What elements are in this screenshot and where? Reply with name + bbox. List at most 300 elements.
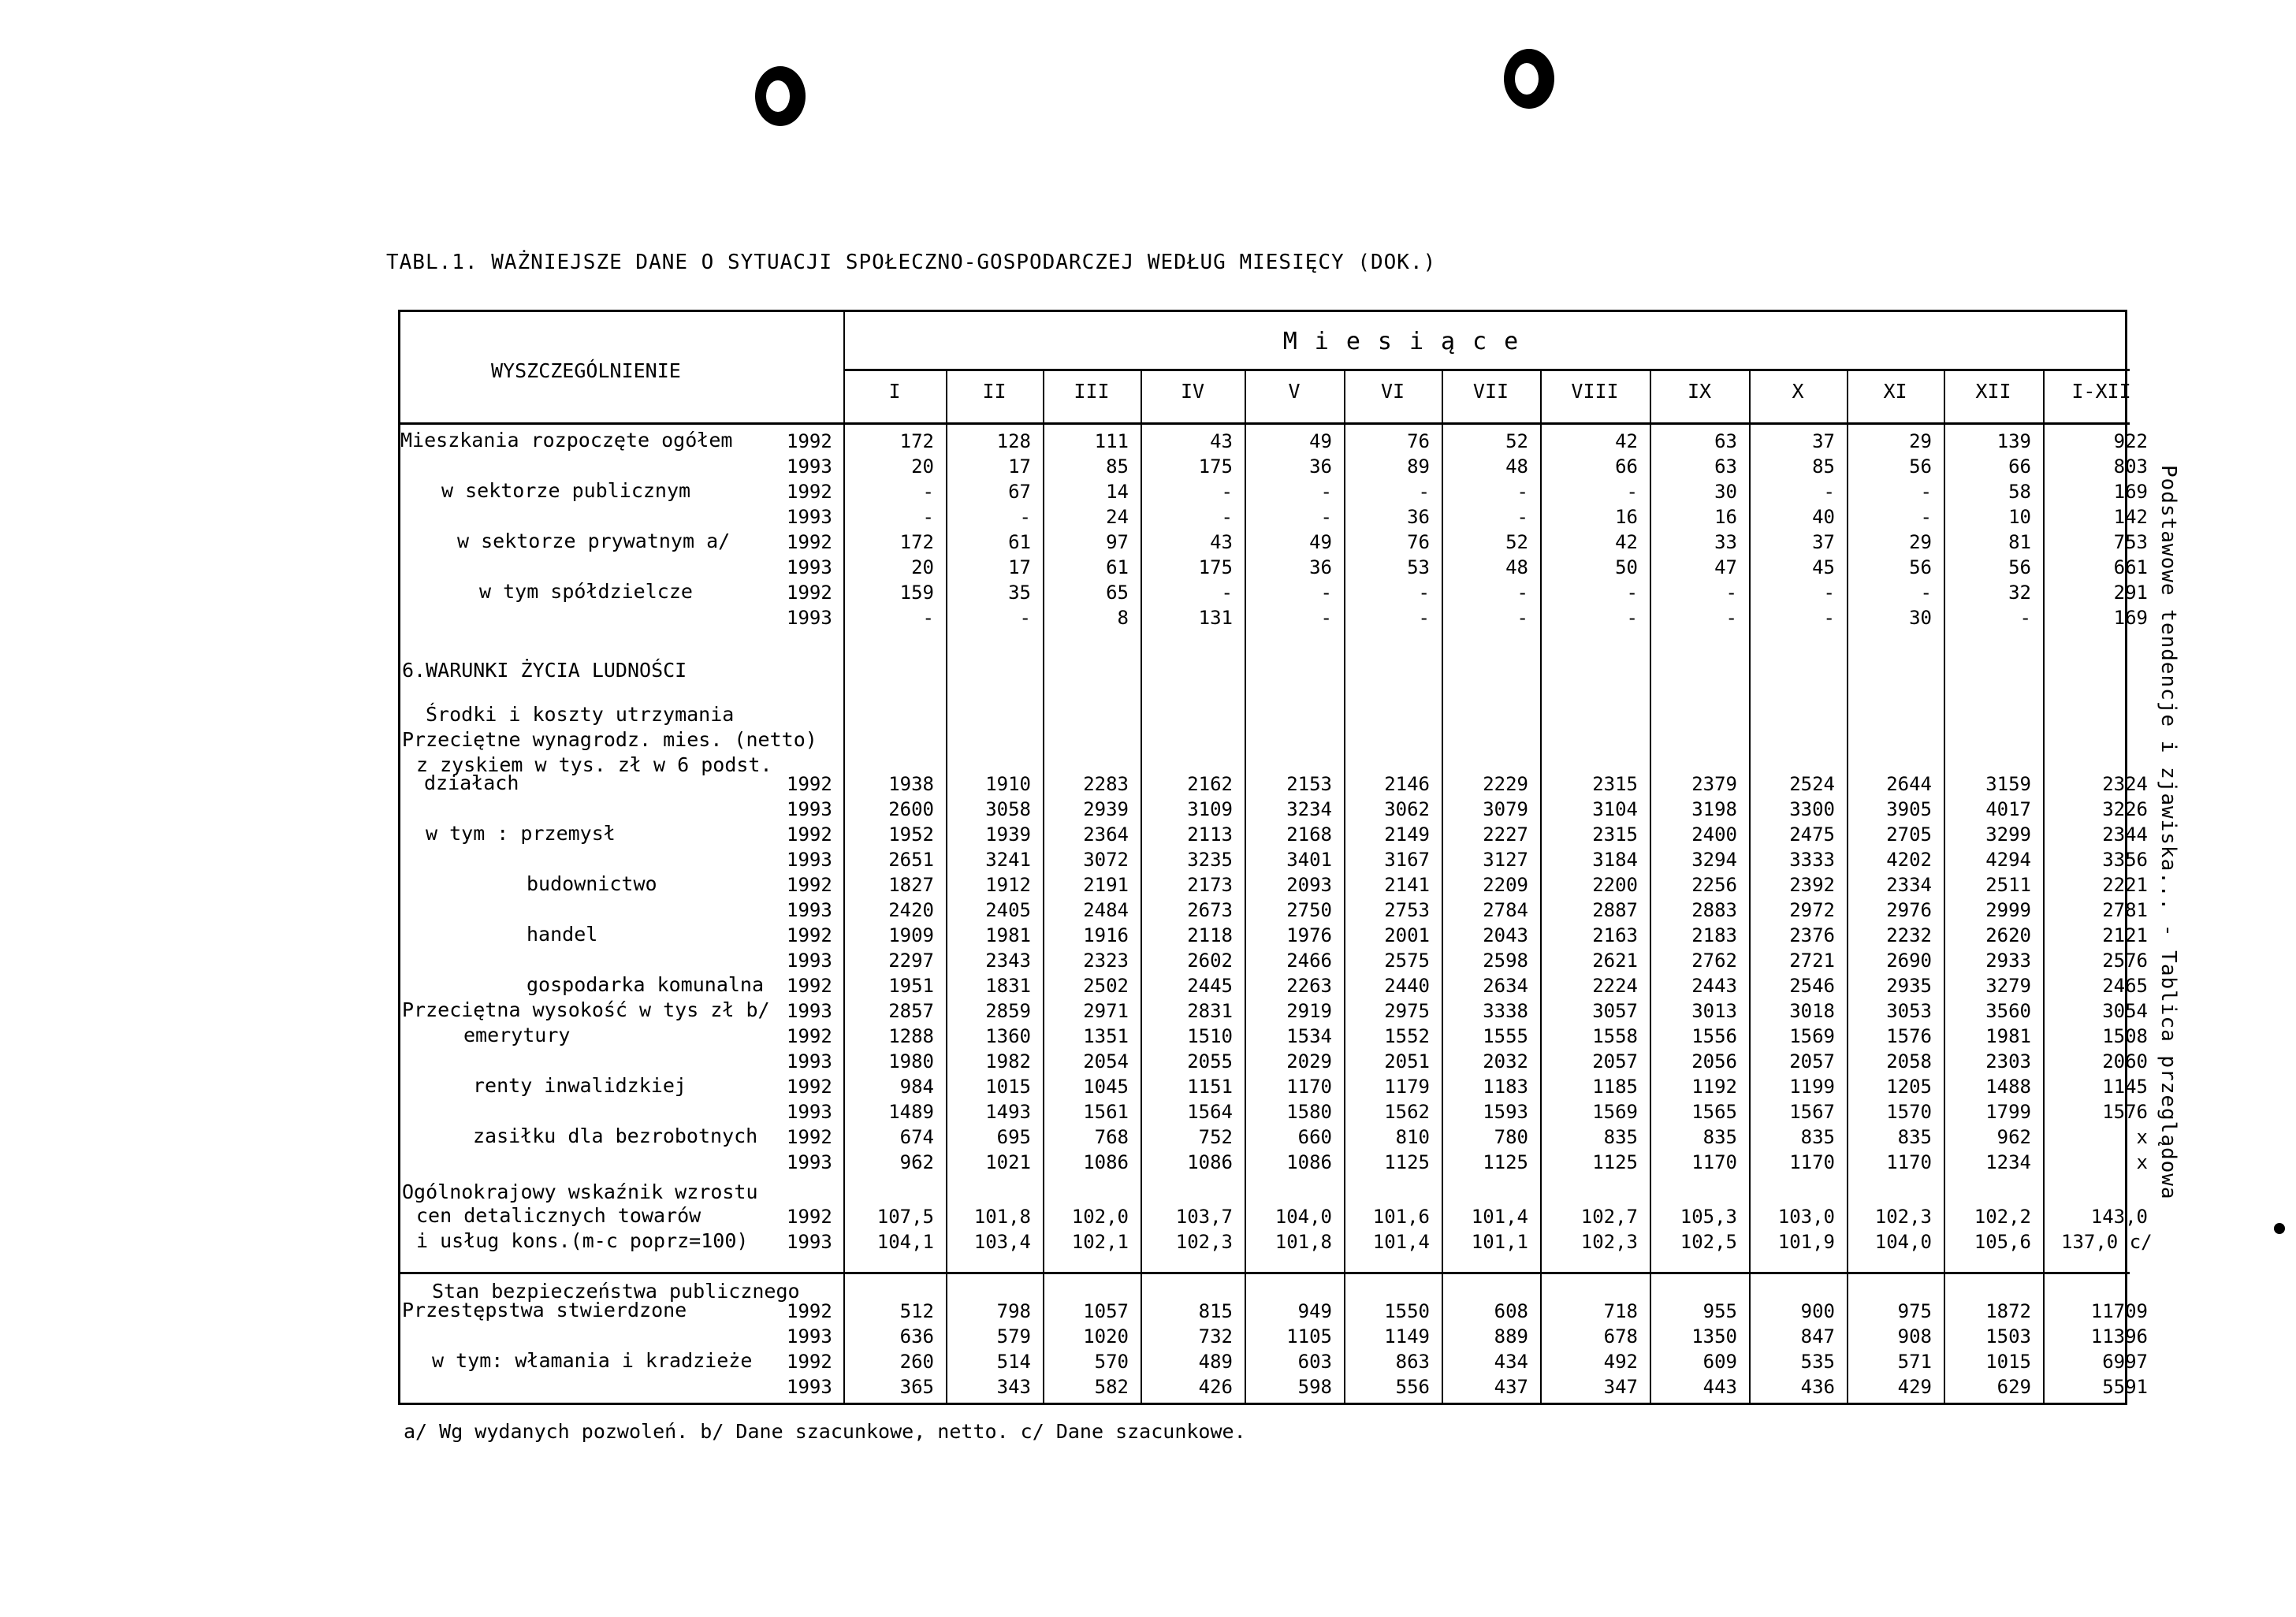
table-cell: 2093	[1286, 874, 1332, 896]
row-year: 1992	[787, 1025, 832, 1047]
table-cell: 102,2	[1974, 1206, 2031, 1228]
table-cell: -	[1823, 582, 1835, 604]
table-cell: 962	[899, 1151, 934, 1173]
table-cell: 3127	[1483, 849, 1528, 871]
table-cell: 6997	[2102, 1351, 2148, 1373]
punch-hole-right	[1504, 49, 1554, 109]
table-cell: 3338	[1483, 1000, 1528, 1022]
column-header: VIII	[1571, 380, 1619, 403]
table-cell: 2283	[1083, 773, 1129, 795]
table-cell: 143,0	[2090, 1206, 2148, 1228]
table-cell: 674	[899, 1126, 934, 1148]
table-cell: 1508	[2102, 1025, 2148, 1047]
row-year: 1993	[787, 1050, 832, 1072]
table-cell: 2511	[1985, 874, 2031, 896]
table-cell: 803	[2113, 455, 2148, 478]
row-label: zasiłku dla bezrobotnych	[473, 1124, 758, 1147]
table-cell: 1570	[1886, 1101, 1932, 1123]
table-cell: 36	[1407, 506, 1430, 528]
table-cell: 443	[1702, 1376, 1737, 1398]
table-cell: 2058	[1886, 1050, 1932, 1072]
table-cell: 3560	[1985, 1000, 2031, 1022]
table-cell: -	[922, 607, 934, 629]
table-cell: 3299	[1985, 823, 2031, 846]
table-cell: 4202	[1886, 849, 1932, 871]
section-label-wynagrodz1: Przeciętne wynagrodz. mies. (netto)	[402, 728, 817, 751]
table-cell: 1234	[1985, 1151, 2031, 1173]
table-cell: 1976	[1286, 924, 1332, 946]
table-cell: 1021	[985, 1151, 1031, 1173]
table-cell: 1170	[1789, 1151, 1835, 1173]
table-cell: 2621	[1592, 950, 1638, 972]
row-year: 1992	[787, 1076, 832, 1098]
table-cell: 67	[1008, 481, 1031, 503]
table-cell: 30	[1909, 607, 1932, 629]
table-cell: -	[1221, 481, 1233, 503]
table-cell: 2919	[1286, 1000, 1332, 1022]
row-label: w tym spółdzielcze	[479, 580, 693, 603]
column-header: I-XII	[2071, 380, 2131, 403]
table-cell: 61	[1008, 531, 1031, 553]
table-cell: 63	[1714, 430, 1737, 452]
table-cell: 101,4	[1372, 1231, 1430, 1253]
table-cell: 1045	[1083, 1076, 1129, 1098]
table-cell: 33	[1714, 531, 1737, 553]
table-cell: 2887	[1592, 899, 1638, 921]
table-cell: 56	[1909, 556, 1932, 578]
table-cell: 105,3	[1680, 1206, 1737, 1228]
table-cell: 3053	[1886, 1000, 1932, 1022]
table-cell: 3159	[1985, 773, 2031, 795]
table-cell: 2297	[888, 950, 934, 972]
table-cell: 1360	[985, 1025, 1031, 1047]
table-cell: 636	[899, 1325, 934, 1348]
table-cell: 2598	[1483, 950, 1528, 972]
table-cell: 66	[1615, 455, 1638, 478]
row-year: 1993	[787, 1151, 832, 1173]
table-cell: 608	[1494, 1300, 1528, 1322]
table-cell: 4294	[1985, 849, 2031, 871]
table-cell: 1910	[985, 773, 1031, 795]
table-cell: 2546	[1789, 975, 1835, 997]
row-label: w sektorze publicznym	[441, 479, 691, 502]
table-cell: 2465	[2102, 975, 2148, 997]
row-label: w tym: włamania i kradzieże	[432, 1349, 753, 1372]
table-cell: 128	[996, 430, 1031, 452]
table-cell: 104,1	[876, 1231, 934, 1253]
table-cell: 1351	[1083, 1025, 1129, 1047]
table-cell: 2602	[1187, 950, 1233, 972]
row-year: 1993	[787, 556, 832, 578]
table-cell: 103,0	[1777, 1206, 1835, 1228]
table-cell: 1872	[1985, 1300, 2031, 1322]
table-cell: 2324	[2102, 773, 2148, 795]
table-cell: -	[1418, 481, 1430, 503]
table-cell: 107,5	[876, 1206, 934, 1228]
table-cell: -	[1823, 481, 1835, 503]
table-cell: 66	[2008, 455, 2031, 478]
table-cell: 1576	[2102, 1101, 2148, 1123]
table-cell: 660	[1297, 1126, 1332, 1148]
table-cell: -	[1626, 607, 1638, 629]
table-cell: 101,8	[1275, 1231, 1332, 1253]
table-cell: -	[1221, 582, 1233, 604]
table-cell: 1105	[1286, 1325, 1332, 1348]
row-year: 1992	[787, 1300, 832, 1322]
table-cell: 2315	[1592, 773, 1638, 795]
table-cell: 347	[1603, 1376, 1638, 1398]
table-cell: 2524	[1789, 773, 1835, 795]
table-cell: 2315	[1592, 823, 1638, 846]
table-cell: 32	[2008, 582, 2031, 604]
table-cell: 2118	[1187, 924, 1233, 946]
table-cell: 3356	[2102, 849, 2148, 871]
col-divider	[2043, 369, 2045, 1403]
table-cell: 1980	[888, 1050, 934, 1072]
section-label-warunki: 6.WARUNKI ŻYCIA LUDNOŚCI	[402, 659, 687, 682]
footnote: a/ Wg wydanych pozwoleń. b/ Dane szacunkowe, netto. c/ Dane szacunkowe.	[404, 1420, 1246, 1443]
table-cell: 1488	[1985, 1076, 2031, 1098]
table-cell: 1558	[1592, 1025, 1638, 1047]
table-cell: 908	[1897, 1325, 1932, 1348]
table-cell: 514	[996, 1351, 1031, 1373]
row-label: gospodarka komunalna	[527, 973, 765, 996]
table-cell: 291	[2113, 582, 2148, 604]
row-year: 1992	[787, 582, 832, 604]
table-cell: 1183	[1483, 1076, 1528, 1098]
table-cell: 1015	[985, 1076, 1031, 1098]
table-cell: 16	[1714, 506, 1737, 528]
table-cell: 3198	[1691, 798, 1737, 820]
table-cell: 1510	[1187, 1025, 1233, 1047]
table-cell: 2634	[1483, 975, 1528, 997]
table-cell: 102,3	[1874, 1206, 1932, 1228]
table-cell: 1981	[1985, 1025, 2031, 1047]
table-cell: 1982	[985, 1050, 1031, 1072]
table-cell: 2705	[1886, 823, 1932, 846]
table-cell: 3079	[1483, 798, 1528, 820]
table-cell: 172	[899, 430, 934, 452]
table-cell: -	[1320, 481, 1332, 503]
table-cell: 2445	[1187, 975, 1233, 997]
table-cell: 1909	[888, 924, 934, 946]
row-year: 1992	[787, 1206, 832, 1228]
table-cell: 2334	[1886, 874, 1932, 896]
table-cell: 11396	[2090, 1325, 2148, 1348]
table-cell: -	[1418, 582, 1430, 604]
table-cell: 2344	[2102, 823, 2148, 846]
table-cell: 2575	[1384, 950, 1430, 972]
table-cell: 2971	[1083, 1000, 1129, 1022]
table-cell: 570	[1094, 1351, 1129, 1373]
table-cell: 139	[1996, 430, 2031, 452]
table-cell: 2999	[1985, 899, 2031, 921]
table-cell: 2440	[1384, 975, 1430, 997]
col-divider	[843, 312, 845, 1403]
page-title: TABL.1. WAŻNIEJSZE DANE O SYTUACJI SPOŁECZNO-GOSPODARCZEJ WEDŁUG MIESIĘCY (DOK.)	[386, 251, 1437, 274]
row-year: 1993	[787, 1376, 832, 1398]
table-cell: 810	[1395, 1126, 1430, 1148]
table-cell: -	[1320, 582, 1332, 604]
table-cell: 1567	[1789, 1101, 1835, 1123]
table-cell: 1912	[985, 874, 1031, 896]
col-divider	[1141, 369, 1142, 1403]
table-cell: 37	[1812, 430, 1835, 452]
table-cell: 101,1	[1471, 1231, 1528, 1253]
table-cell: 1550	[1384, 1300, 1430, 1322]
table-cell: 2620	[1985, 924, 2031, 946]
row-year: 1992	[787, 430, 832, 452]
table-cell: 2576	[2102, 950, 2148, 972]
table-cell: 81	[2008, 531, 2031, 553]
table-cell: 661	[2113, 556, 2148, 578]
table-cell: 11709	[2090, 1300, 2148, 1322]
table-cell: 172	[899, 531, 934, 553]
table-cell: 40	[1812, 506, 1835, 528]
table-cell: -	[1725, 582, 1737, 604]
punch-hole-left	[755, 66, 806, 126]
table-cell: 1564	[1187, 1101, 1233, 1123]
section-divider-line	[400, 1272, 2130, 1274]
table-cell: -	[922, 506, 934, 528]
table-cell: 780	[1494, 1126, 1528, 1148]
row-label: działach	[424, 771, 519, 794]
row-year: 1993	[787, 798, 832, 820]
table-cell: 752	[1198, 1126, 1233, 1148]
table-cell: -	[1516, 481, 1528, 503]
table-cell: 1205	[1886, 1076, 1932, 1098]
table-cell: 17	[1008, 455, 1031, 478]
table-cell: 102,7	[1580, 1206, 1638, 1228]
column-header: III	[1074, 380, 1110, 403]
row-year: 1993	[787, 1325, 832, 1348]
table-cell: 1185	[1592, 1076, 1638, 1098]
table-cell: 169	[2113, 607, 2148, 629]
table-cell: 52	[1505, 531, 1528, 553]
table-cell: 2060	[2102, 1050, 2148, 1072]
table-cell: -	[1920, 481, 1932, 503]
table-cell: 2121	[2102, 924, 2148, 946]
table-cell: 42	[1615, 430, 1638, 452]
table-cell: 3072	[1083, 849, 1129, 871]
table-cell: 949	[1297, 1300, 1332, 1322]
table-cell: 489	[1198, 1351, 1233, 1373]
row-label: renty inwalidzkiej	[473, 1074, 687, 1097]
table-cell: 159	[899, 582, 934, 604]
row-year: 1993	[787, 455, 832, 478]
table-cell: 24	[1106, 506, 1129, 528]
table-cell: 3294	[1691, 849, 1737, 871]
table-cell: 629	[1996, 1376, 2031, 1398]
table-cell: 2168	[1286, 823, 1332, 846]
column-header: IX	[1687, 380, 1712, 403]
table-cell: 20	[911, 556, 934, 578]
table-cell: 260	[899, 1351, 934, 1373]
col-divider	[1540, 369, 1542, 1403]
table-cell: 1503	[1985, 1325, 2031, 1348]
table-cell: 3226	[2102, 798, 2148, 820]
table-cell: 835	[1702, 1126, 1737, 1148]
table-cell: 48	[1505, 455, 1528, 478]
table-cell: 1149	[1384, 1325, 1430, 1348]
table-cell: 102,1	[1071, 1231, 1129, 1253]
table-cell: 175	[1198, 455, 1233, 478]
table-cell: 3401	[1286, 849, 1332, 871]
table-cell: 535	[1800, 1351, 1835, 1373]
table-cell: 1831	[985, 975, 1031, 997]
table-cell: 3018	[1789, 1000, 1835, 1022]
table-cell: 436	[1800, 1376, 1835, 1398]
table-cell: 1489	[888, 1101, 934, 1123]
table-cell: 2364	[1083, 823, 1129, 846]
row-label: emerytury	[463, 1024, 571, 1046]
table-cell: 2883	[1691, 899, 1737, 921]
table-cell: 1593	[1483, 1101, 1528, 1123]
table-cell: 49	[1309, 430, 1332, 452]
table-cell: 43	[1210, 430, 1233, 452]
table-cell: 579	[996, 1325, 1031, 1348]
table-cell: 1799	[1985, 1101, 2031, 1123]
table-cell: 732	[1198, 1325, 1233, 1348]
section-label-bezpieczenstwo: Stan bezpieczeństwa publicznego	[432, 1280, 800, 1303]
table-cell: 2400	[1691, 823, 1737, 846]
table-cell: 2935	[1886, 975, 1932, 997]
table-cell: 1125	[1384, 1151, 1430, 1173]
header-bottom-line	[400, 422, 2130, 425]
row-label: i usług kons.(m-c poprz=100)	[416, 1229, 749, 1252]
table-cell: 102,3	[1175, 1231, 1233, 1253]
table-cell: 101,4	[1471, 1206, 1528, 1228]
table-cell: 2141	[1384, 874, 1430, 896]
table-cell: 2475	[1789, 823, 1835, 846]
table-cell: 900	[1800, 1300, 1835, 1322]
table-cell: 30	[1714, 481, 1737, 503]
table-cell: 847	[1800, 1325, 1835, 1348]
table-cell: 1561	[1083, 1101, 1129, 1123]
table-cell: x	[2136, 1126, 2148, 1148]
table-cell: 1827	[888, 874, 934, 896]
section-label-wskaznik: Ogólnokrajowy wskaźnik wzrostu	[402, 1180, 758, 1203]
table-cell: 2651	[888, 849, 934, 871]
table-cell: 2051	[1384, 1050, 1430, 1072]
row-label: w tym : przemysł	[426, 822, 616, 845]
table-cell: 2229	[1483, 773, 1528, 795]
table-cell: -	[1019, 607, 1031, 629]
table-cell: 2055	[1187, 1050, 1233, 1072]
table-cell: 2227	[1483, 823, 1528, 846]
table-cell: 97	[1106, 531, 1129, 553]
row-year: 1992	[787, 773, 832, 795]
table-cell: 1170	[1886, 1151, 1932, 1173]
table-cell: 104,0	[1874, 1231, 1932, 1253]
table-cell: 753	[2113, 531, 2148, 553]
table-cell: 48	[1505, 556, 1528, 578]
row-year: 1992	[787, 481, 832, 503]
section-label-wynagrodz2: z zyskiem w tys. zł w 6 podst.	[416, 753, 772, 776]
header-months-title: Miesiące	[1282, 328, 1536, 355]
column-header: V	[1288, 380, 1301, 403]
table-cell: 2857	[888, 1000, 934, 1022]
table-cell: 1170	[1286, 1076, 1332, 1098]
table-cell: 105,6	[1974, 1231, 2031, 1253]
table-cell: 2221	[2102, 874, 2148, 896]
table-cell: 2690	[1886, 950, 1932, 972]
table-cell: 343	[996, 1376, 1031, 1398]
table-cell: 922	[2113, 430, 2148, 452]
row-year: 1992	[787, 823, 832, 846]
table-cell: 2183	[1691, 924, 1737, 946]
table-cell: 2939	[1083, 798, 1129, 820]
table-cell: 52	[1505, 430, 1528, 452]
table-cell: 815	[1198, 1300, 1233, 1322]
table-cell: 1981	[985, 924, 1031, 946]
table-cell: 955	[1702, 1300, 1737, 1322]
table-cell: 2600	[888, 798, 934, 820]
table-cell: -	[922, 481, 934, 503]
table-cell: 142	[2113, 506, 2148, 528]
table-cell: 571	[1897, 1351, 1932, 1373]
row-label: handel	[527, 923, 598, 946]
table-cell: 1952	[888, 823, 934, 846]
table-cell: 53	[1407, 556, 1430, 578]
table-cell: 1151	[1187, 1076, 1233, 1098]
table-cell: 2976	[1886, 899, 1932, 921]
table-cell: 10	[2008, 506, 2031, 528]
table-cell: 2191	[1083, 874, 1129, 896]
header-mid-line	[843, 369, 2130, 371]
table-cell: 426	[1198, 1376, 1233, 1398]
table-cell: 2209	[1483, 874, 1528, 896]
table-cell: 512	[899, 1300, 934, 1322]
table-cell: 42	[1615, 531, 1638, 553]
table-cell: 2232	[1886, 924, 1932, 946]
table-cell: 1556	[1691, 1025, 1737, 1047]
table-cell: 2975	[1384, 1000, 1430, 1022]
table-cell: 1493	[985, 1101, 1031, 1123]
table-cell: 1192	[1691, 1076, 1737, 1098]
table-cell: 2933	[1985, 950, 2031, 972]
table-cell: 975	[1897, 1300, 1932, 1322]
table-cell: -	[1626, 481, 1638, 503]
table-cell: -	[1920, 506, 1932, 528]
table-cell: 863	[1395, 1351, 1430, 1373]
table-cell: 49	[1309, 531, 1332, 553]
table-cell: 678	[1603, 1325, 1638, 1348]
row-year: 1993	[787, 506, 832, 528]
row-year: 1992	[787, 975, 832, 997]
row-year: 1992	[787, 531, 832, 553]
table-cell: 3062	[1384, 798, 1430, 820]
table-cell: -	[1221, 506, 1233, 528]
table-cell: 2263	[1286, 975, 1332, 997]
column-header: IV	[1180, 380, 1205, 403]
row-year: 1993	[787, 607, 832, 629]
table-cell: 1555	[1483, 1025, 1528, 1047]
table-cell: 20	[911, 455, 934, 478]
table-cell: 3279	[1985, 975, 2031, 997]
row-year: 1993	[787, 1101, 832, 1123]
table-cell: 434	[1494, 1351, 1528, 1373]
table-cell: 1086	[1083, 1151, 1129, 1173]
table-cell: 3300	[1789, 798, 1835, 820]
table-cell: 104,0	[1275, 1206, 1332, 1228]
column-header: II	[982, 380, 1007, 403]
table-cell: 1057	[1083, 1300, 1129, 1322]
table-cell: 835	[1603, 1126, 1638, 1148]
table-cell: 2163	[1592, 924, 1638, 946]
row-label: Przestępstwa stwierdzone	[402, 1299, 687, 1321]
table-cell: -	[1725, 607, 1737, 629]
